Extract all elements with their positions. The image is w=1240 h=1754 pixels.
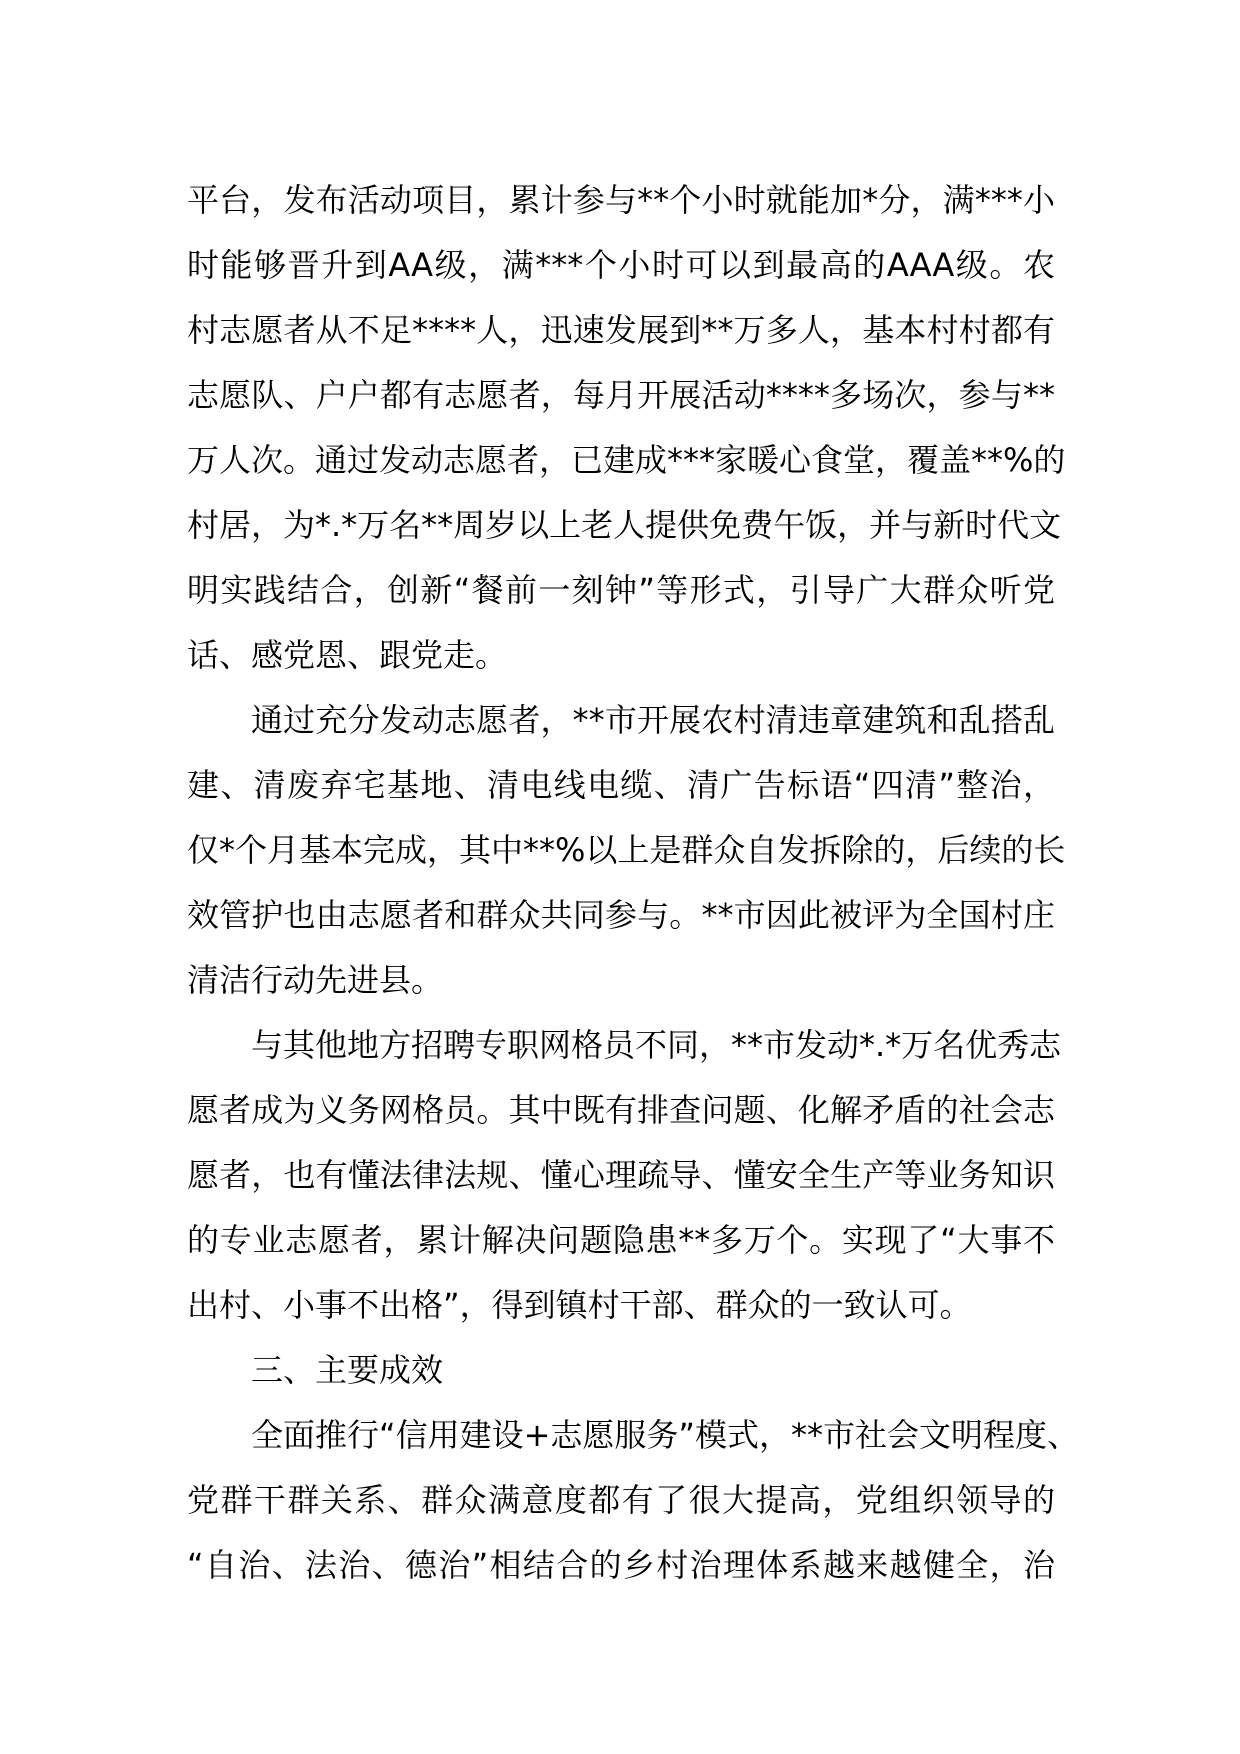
text-line: 清洁行动先进县。	[187, 961, 444, 999]
text-line: 志愿队、户户都有志愿者，每月开展活动****多场次，参与**	[187, 376, 1055, 414]
text-line: 话、感党恩、跟党走。	[187, 636, 508, 674]
text-line: 万人次。通过发动志愿者，已建成***家暖心食堂，覆盖**%的	[187, 441, 1066, 479]
text-line: 建、清废弃宅基地、清电线电缆、清广告标语“四清”整治，	[187, 766, 1055, 804]
text-line: 村志愿者从不足****人，迅速发展到**万多人，基本村村都有	[187, 311, 1055, 349]
section-heading	[187, 1338, 1055, 1403]
section-heading-text: 三、主要成效	[251, 1351, 444, 1389]
paragraph	[187, 168, 1066, 688]
text-line: 愿者，也有懂法律法规、懂心理疏导、懂安全生产等业务知识	[187, 1156, 1055, 1194]
paragraph	[187, 1403, 1079, 1598]
paragraph	[187, 688, 1066, 1013]
text-line: 平台，发布活动项目，累计参与**个小时就能加*分，满***小	[187, 181, 1055, 219]
text-line: 村居，为*.*万名**周岁以上老人提供免费午饭，并与新时代文	[187, 506, 1062, 544]
text-line: 与其他地方招聘专职网格员不同，**市发动*.*万名优秀志	[251, 1026, 1062, 1064]
body-text	[187, 168, 1079, 1598]
text-line: 党群干群关系、群众满意度都有了很大提高，党组织领导的	[187, 1481, 1055, 1519]
text-line: 出村、小事不出格”，得到镇村干部、群众的一致认可。	[187, 1286, 972, 1324]
paragraph	[187, 1013, 1062, 1338]
text-line: 全面推行“信用建设+志愿服务”模式，**市社会文明程度、	[251, 1416, 1079, 1454]
text-line: 仅*个月基本完成，其中**%以上是群众自发拆除的，后续的长	[187, 831, 1066, 869]
text-line: 时能够晋升到AA级，满***个小时可以到最高的AAA级。农	[187, 246, 1055, 284]
text-line: “自治、法治、德治”相结合的乡村治理体系越来越健全，治	[187, 1546, 1055, 1584]
text-line: 通过充分发动志愿者，**市开展农村清违章建筑和乱搭乱	[251, 701, 1055, 739]
text-line: 愿者成为义务网格员。其中既有排查问题、化解矛盾的社会志	[187, 1091, 1055, 1129]
text-line: 的专业志愿者，累计解决问题隐患**多万个。实现了“大事不	[187, 1221, 1055, 1259]
text-line: 效管护也由志愿者和群众共同参与。**市因此被评为全国村庄	[187, 896, 1055, 934]
text-line: 明实践结合，创新“餐前一刻钟”等形式，引导广大群众听党	[187, 571, 1055, 609]
